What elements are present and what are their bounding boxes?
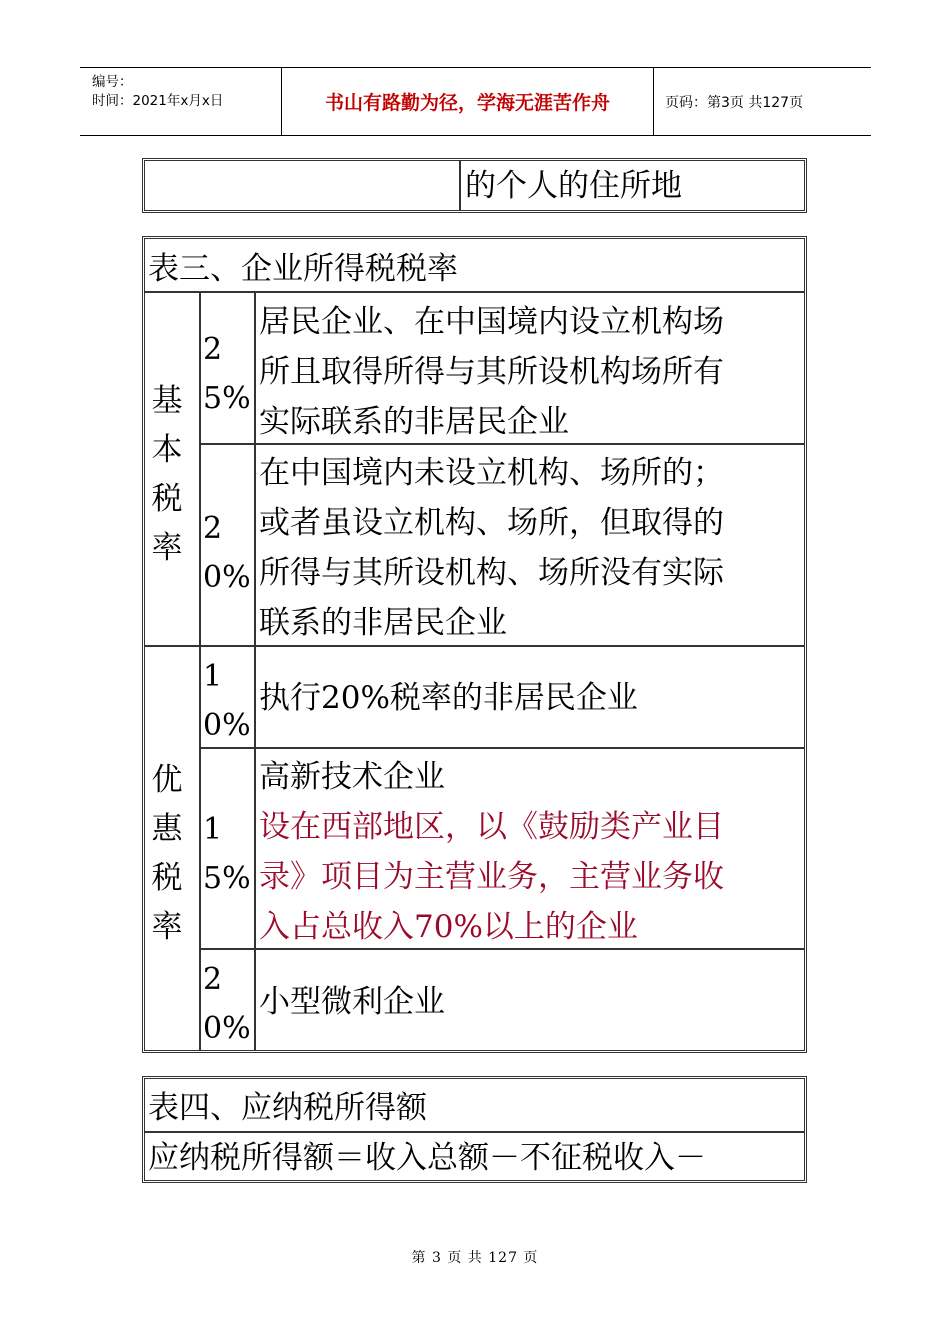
desc-line-highlight: 设在西部地区，以《鼓励类产业目	[259, 809, 724, 845]
rate-15: 15%	[203, 812, 251, 896]
divider	[199, 291, 201, 1050]
desc-line: 或者虽设立机构、场所，但取得的	[259, 505, 724, 541]
desc-line-highlight: 入占总收入70%以上的企业	[259, 909, 638, 945]
divider	[199, 747, 804, 749]
basic-rate-label-text: 基本税率	[151, 383, 183, 566]
preferential-rate-label	[145, 756, 189, 952]
header-motto: 书山有路勤为径，学海无涯苦作舟	[282, 68, 654, 135]
table3-title: 表三、企业所得税税率	[148, 251, 458, 287]
desc-line: 所且取得所得与其所设机构场所有	[259, 354, 724, 390]
rate-20-small: 20%	[203, 962, 251, 1046]
table-taxable-income	[142, 1076, 807, 1183]
time-label: 时间：2021年x月x日	[92, 93, 224, 109]
desc-line: 居民企业、在中国境内设立机构场	[259, 304, 724, 340]
desc-line: 高新技术企业	[259, 759, 445, 795]
rate-25: 25%	[203, 332, 251, 416]
rate-10-desc	[259, 673, 638, 723]
rate-20-basic: 20%	[203, 511, 251, 595]
rate-20-small-desc	[259, 977, 445, 1027]
desc-line: 在中国境内未设立机构、场所的；	[259, 455, 724, 491]
divider	[459, 161, 461, 210]
rate-10: 10%	[203, 659, 251, 743]
page-header	[80, 67, 871, 136]
rate-15-desc	[259, 752, 724, 952]
header-meta	[80, 68, 282, 135]
preferential-rate-label-text: 优惠税率	[151, 762, 183, 945]
divider	[254, 291, 256, 1050]
desc-line: 执行20%税率的非居民企业	[259, 680, 638, 716]
desc-line: 小型微利企业	[259, 984, 445, 1020]
desc-line: 所得与其所设机构、场所没有实际	[259, 555, 724, 591]
table-top-fragment	[142, 158, 807, 213]
divider	[145, 291, 804, 293]
taxable-income-formula: 应纳税所得额＝收入总额－不征税收入－	[148, 1140, 706, 1176]
rate-25-desc	[259, 297, 724, 447]
header-page-label: 页码：第3页 共127页	[665, 94, 804, 111]
desc-line: 联系的非居民企业	[259, 605, 507, 641]
code-label: 编号：	[92, 74, 133, 90]
residence-text: 的个人的住所地	[465, 168, 682, 204]
table4-title: 表四、应纳税所得额	[148, 1090, 427, 1126]
desc-line: 实际联系的非居民企业	[259, 404, 569, 440]
table-corporate-tax-rates	[142, 236, 807, 1053]
page-footer: 第 3 页 共 127 页	[411, 1250, 539, 1266]
rate-20-basic-desc	[259, 448, 724, 648]
basic-rate-label	[145, 377, 189, 573]
desc-line-highlight: 录》项目为主营业务，主营业务收	[259, 859, 724, 895]
